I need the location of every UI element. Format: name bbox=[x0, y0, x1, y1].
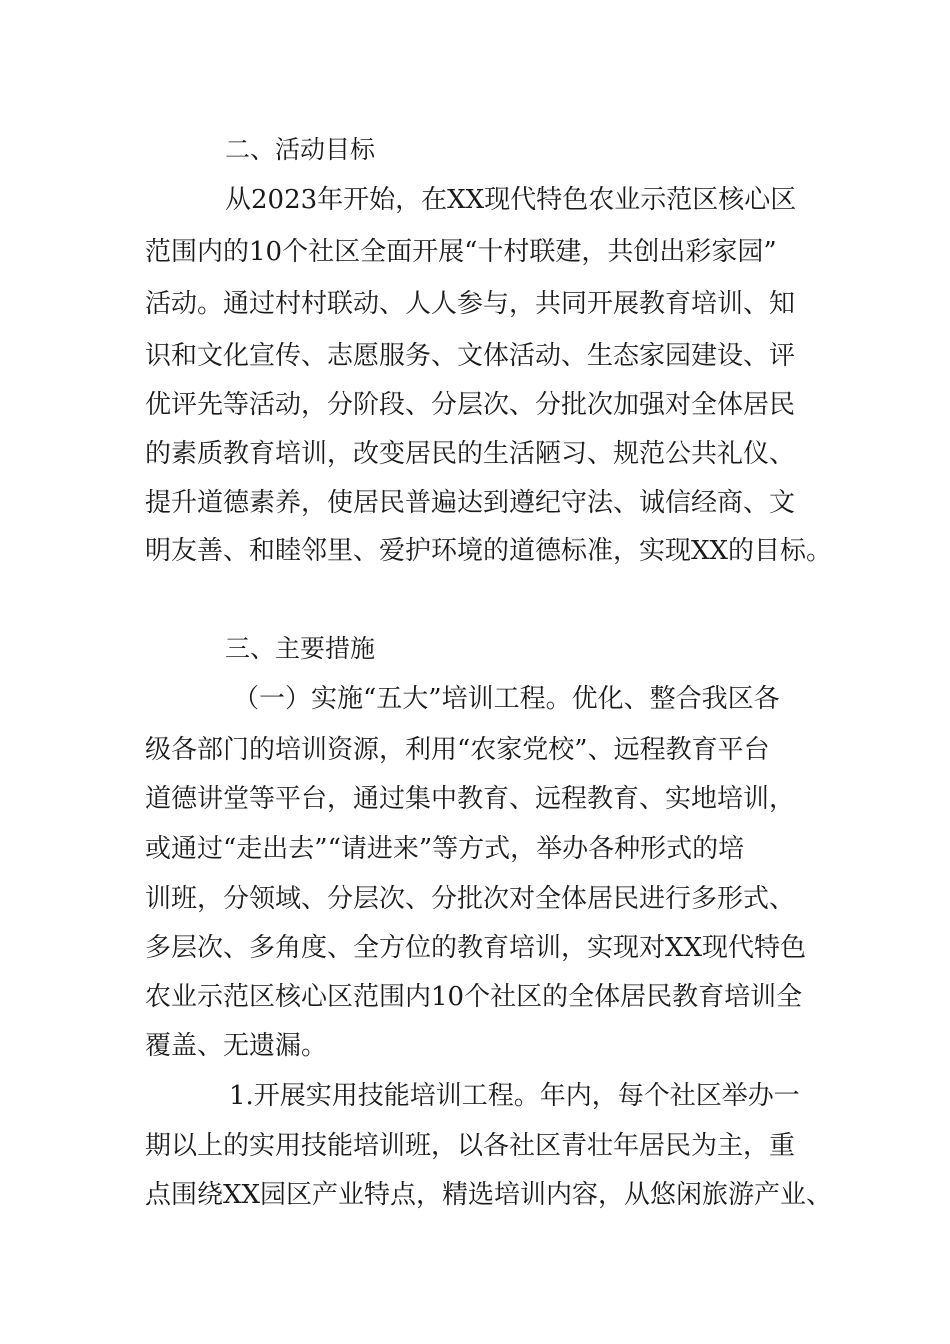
paragraph-line: 明友善、和睦邻里、爱护环境的道德标准，实现XX的目标。 bbox=[145, 536, 833, 566]
paragraph-line: 优评先等活动，分阶段、分层次、分批次加强对全体居民 bbox=[145, 390, 796, 420]
paragraph-line: 的素质教育培训，改变居民的生活陋习、规范公共礼仪、 bbox=[145, 439, 796, 469]
paragraph-line: 范围内的10个社区全面开展“十村联建，共创出彩家园” bbox=[145, 237, 777, 267]
paragraph-line: 提升道德素养，使居民普遍达到遵纪守法、诚信经商、文 bbox=[145, 488, 796, 518]
paragraph-line: （一）实施“五大”培训工程。优化、整合我区各 bbox=[233, 684, 780, 714]
paragraph-line: 覆盖、无遗漏。 bbox=[145, 1031, 328, 1061]
paragraph-line: 1.开展实用技能培训工程。年内，每个社区举办一 bbox=[229, 1081, 800, 1111]
paragraph-line: 农业示范区核心区范围内10个社区的全体居民教育培训全 bbox=[145, 982, 803, 1012]
paragraph-line: 级各部门的培训资源，利用“农家党校”、远程教育平台 bbox=[145, 735, 770, 765]
section-heading-activity-goals: 二、活动目标 bbox=[225, 135, 376, 164]
paragraph-line: 从2023年开始，在XX现代特色农业示范区核心区 bbox=[225, 185, 797, 215]
paragraph-line: 活动。通过村村联动、人人参与，共同开展教育培训、知 bbox=[145, 289, 796, 319]
paragraph-line: 点围绕XX园区产业特点，精选培训内容，从悠闲旅游产业、 bbox=[145, 1180, 833, 1210]
paragraph-line: 道德讲堂等平台，通过集中教育、远程教育、实地培训， bbox=[145, 784, 796, 814]
paragraph-line: 多层次、多角度、全方位的教育培训，实现对XX现代特色 bbox=[145, 933, 807, 963]
paragraph-line: 训班，分领域、分层次、分批次对全体居民进行多形式、 bbox=[145, 884, 796, 914]
paragraph-line: 期以上的实用技能培训班，以各社区青壮年居民为主，重 bbox=[145, 1131, 796, 1161]
paragraph-line: 识和文化宣传、志愿服务、文体活动、生态家园建设、评 bbox=[145, 341, 796, 371]
paragraph-line: 或通过“走出去”“请进来”等方式，举办各种形式的培 bbox=[145, 834, 745, 864]
section-heading-main-measures: 三、主要措施 bbox=[225, 634, 376, 663]
